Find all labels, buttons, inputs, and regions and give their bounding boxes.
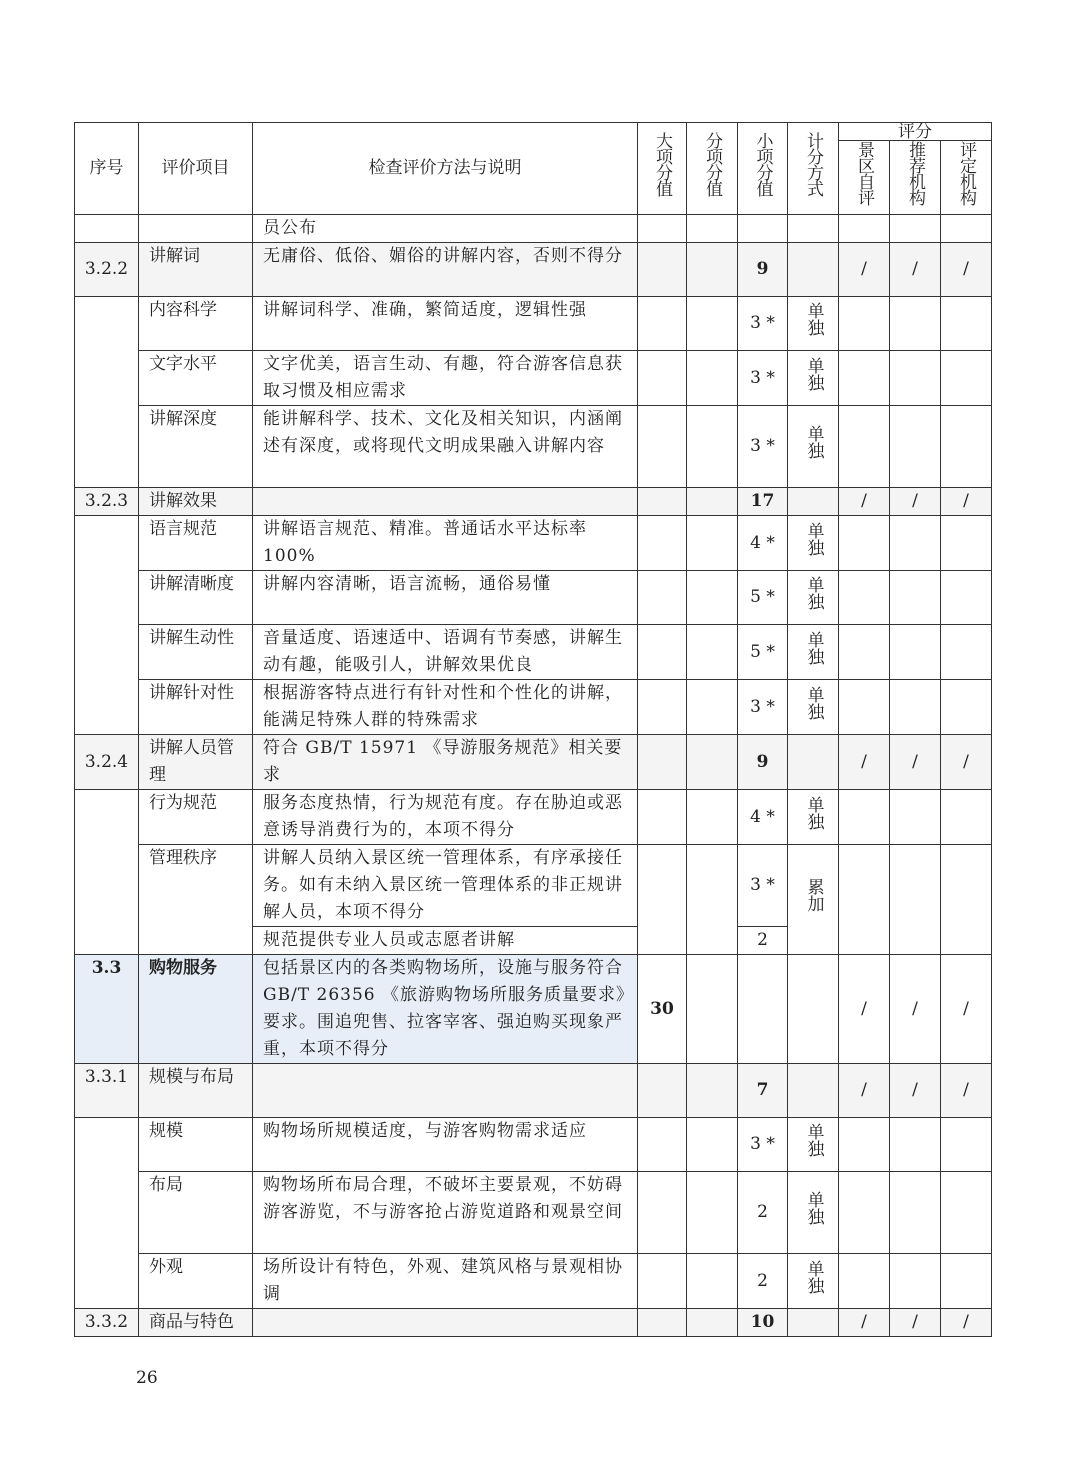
row-mode: 单独	[788, 625, 839, 680]
row-score-recommend: /	[890, 1064, 941, 1118]
row-item: 讲解效果	[139, 488, 253, 516]
row-minor: 5 *	[738, 571, 788, 625]
row-desc: 员公布	[253, 215, 638, 243]
row-desc: 无庸俗、低俗、媚俗的讲解内容，否则不得分	[253, 243, 638, 297]
row-item: 外观	[139, 1254, 253, 1309]
row-score-assess: /	[941, 1064, 992, 1118]
row-minor: 3 *	[738, 406, 788, 488]
table-row	[75, 488, 992, 516]
row-item: 语言规范	[139, 516, 253, 571]
row-score-recommend: /	[890, 1309, 941, 1337]
row-minor: 3 *	[738, 680, 788, 735]
row-minor: 2	[738, 1254, 788, 1309]
row-desc: 符合 GB/T 15971 《导游服务规范》相关要求	[253, 735, 638, 790]
row-score-recommend: /	[890, 735, 941, 790]
header-mode: 计分方式	[788, 123, 839, 215]
row-desc: 服务态度热情，行为规范有度。存在胁迫或恶意诱导消费行为的，本项不得分	[253, 790, 638, 845]
row-score-assess: /	[941, 735, 992, 790]
row-minor: 3 *	[738, 297, 788, 351]
header-no: 序号	[75, 123, 139, 215]
header-major: 大项分值	[638, 123, 687, 215]
row-minor: 2	[738, 927, 788, 955]
row-desc: 能讲解科学、技术、文化及相关知识，内涵阐述有深度，或将现代文明成果融入讲解内容	[253, 406, 638, 488]
row-item: 内容科学	[139, 297, 253, 351]
table-row	[75, 735, 992, 790]
row-mode: 单独	[788, 516, 839, 571]
row-item: 行为规范	[139, 790, 253, 845]
evaluation-table	[74, 122, 992, 1337]
row-item: 布局	[139, 1172, 253, 1254]
row-item: 管理秩序	[139, 845, 253, 955]
row-desc: 讲解语言规范、精准。普通话水平达标率100%	[253, 516, 638, 571]
row-score-recommend: /	[890, 243, 941, 297]
row-sub: 10	[738, 1309, 788, 1337]
table-row	[75, 516, 992, 571]
header-self: 景区自评	[839, 141, 890, 215]
row-score-assess: /	[941, 488, 992, 516]
row-minor: 4 *	[738, 516, 788, 571]
row-score-self: /	[839, 955, 890, 1064]
table-row	[75, 1309, 992, 1337]
row-sub: 9	[738, 243, 788, 297]
row-item: 讲解深度	[139, 406, 253, 488]
row-item: 规模与布局	[139, 1064, 253, 1118]
table-row	[75, 1064, 992, 1118]
table-row	[75, 1118, 992, 1172]
row-score-assess: /	[941, 243, 992, 297]
row-item: 商品与特色	[139, 1309, 253, 1337]
row-item: 讲解生动性	[139, 625, 253, 680]
row-desc: 包括景区内的各类购物场所，设施与服务符合 GB/T 26356 《旅游购物场所服务质量要求》要求。围追兜售、拉客宰客、强迫购买现象严重，本项不得分	[253, 955, 638, 1064]
header-score-group: 评分	[839, 123, 992, 141]
table-row	[75, 351, 992, 406]
row-minor: 3 *	[738, 351, 788, 406]
row-mode: 单独	[788, 790, 839, 845]
row-score-self: /	[839, 1064, 890, 1118]
row-minor: 5 *	[738, 625, 788, 680]
row-mode: 单独	[788, 1172, 839, 1254]
row-sub: 7	[738, 1064, 788, 1118]
table-row	[75, 625, 992, 680]
table-row	[75, 406, 992, 488]
row-score-self: /	[839, 488, 890, 516]
row-desc: 讲解人员纳入景区统一管理体系，有序承接任务。如有未纳入景区统一管理体系的非正规讲解人员，本项不得分	[253, 845, 638, 927]
row-desc: 场所设计有特色，外观、建筑风格与景观相协调	[253, 1254, 638, 1309]
row-desc: 文字优美，语言生动、有趣，符合游客信息获取习惯及相应需求	[253, 351, 638, 406]
header-item: 评价项目	[139, 123, 253, 215]
row-mode: 单独	[788, 571, 839, 625]
table-row	[75, 1172, 992, 1254]
row-major: 30	[638, 955, 687, 1064]
row-no: 3.3	[75, 955, 139, 1064]
header-assess: 评定机构	[941, 141, 992, 215]
table-row-section	[75, 955, 992, 1064]
row-desc: 购物场所布局合理，不破坏主要景观，不妨碍游客游览，不与游客抢占游览道路和观景空间	[253, 1172, 638, 1254]
row-desc: 讲解词科学、准确，繁简适度，逻辑性强	[253, 297, 638, 351]
row-minor: 3 *	[738, 1118, 788, 1172]
row-no: 3.2.2	[75, 243, 139, 297]
header-method: 检查评价方法与说明	[253, 123, 638, 215]
row-item: 文字水平	[139, 351, 253, 406]
row-score-self: /	[839, 735, 890, 790]
row-mode: 单独	[788, 1118, 839, 1172]
row-mode: 单独	[788, 680, 839, 735]
row-minor: 4 *	[738, 790, 788, 845]
row-item: 规模	[139, 1118, 253, 1172]
row-score-self: /	[839, 243, 890, 297]
row-mode: 单独	[788, 297, 839, 351]
row-item: 讲解清晰度	[139, 571, 253, 625]
row-desc: 规范提供专业人员或志愿者讲解	[253, 927, 638, 955]
row-minor: 2	[738, 1172, 788, 1254]
row-desc: 根据游客特点进行有针对性和个性化的讲解，能满足特殊人群的特殊需求	[253, 680, 638, 735]
row-minor: 3 *	[738, 845, 788, 927]
row-sub: 17	[738, 488, 788, 516]
header-minor: 小项分值	[738, 123, 788, 215]
table-row	[75, 845, 992, 927]
row-sub: 9	[738, 735, 788, 790]
row-score-self: /	[839, 1309, 890, 1337]
row-score-recommend: /	[890, 955, 941, 1064]
row-item: 讲解词	[139, 243, 253, 297]
row-no: 3.3.1	[75, 1064, 139, 1118]
row-mode: 单独	[788, 351, 839, 406]
page-number: 26	[136, 1368, 158, 1388]
row-mode: 单独	[788, 406, 839, 488]
row-score-assess: /	[941, 1309, 992, 1337]
row-desc: 讲解内容清晰，语言流畅，通俗易懂	[253, 571, 638, 625]
row-item: 购物服务	[139, 955, 253, 1064]
row-desc: 购物场所规模适度，与游客购物需求适应	[253, 1118, 638, 1172]
row-no: 3.2.4	[75, 735, 139, 790]
table-row	[75, 243, 992, 297]
table-row	[75, 790, 992, 845]
row-item: 讲解针对性	[139, 680, 253, 735]
header-recommend: 推荐机构	[890, 141, 941, 215]
table-row	[75, 571, 992, 625]
table-row	[75, 680, 992, 735]
row-desc: 音量适度、语速适中、语调有节奏感，讲解生动有趣，能吸引人，讲解效果优良	[253, 625, 638, 680]
header-sub: 分项分值	[687, 123, 738, 215]
table-row	[75, 215, 992, 243]
row-score-assess: /	[941, 955, 992, 1064]
row-mode: 单独	[788, 1254, 839, 1309]
table-row	[75, 297, 992, 351]
row-score-recommend: /	[890, 488, 941, 516]
row-no: 3.3.2	[75, 1309, 139, 1337]
row-mode: 累加	[788, 845, 839, 955]
row-item: 讲解人员管理	[139, 735, 253, 790]
row-no: 3.2.3	[75, 488, 139, 516]
table-row	[75, 1254, 992, 1309]
